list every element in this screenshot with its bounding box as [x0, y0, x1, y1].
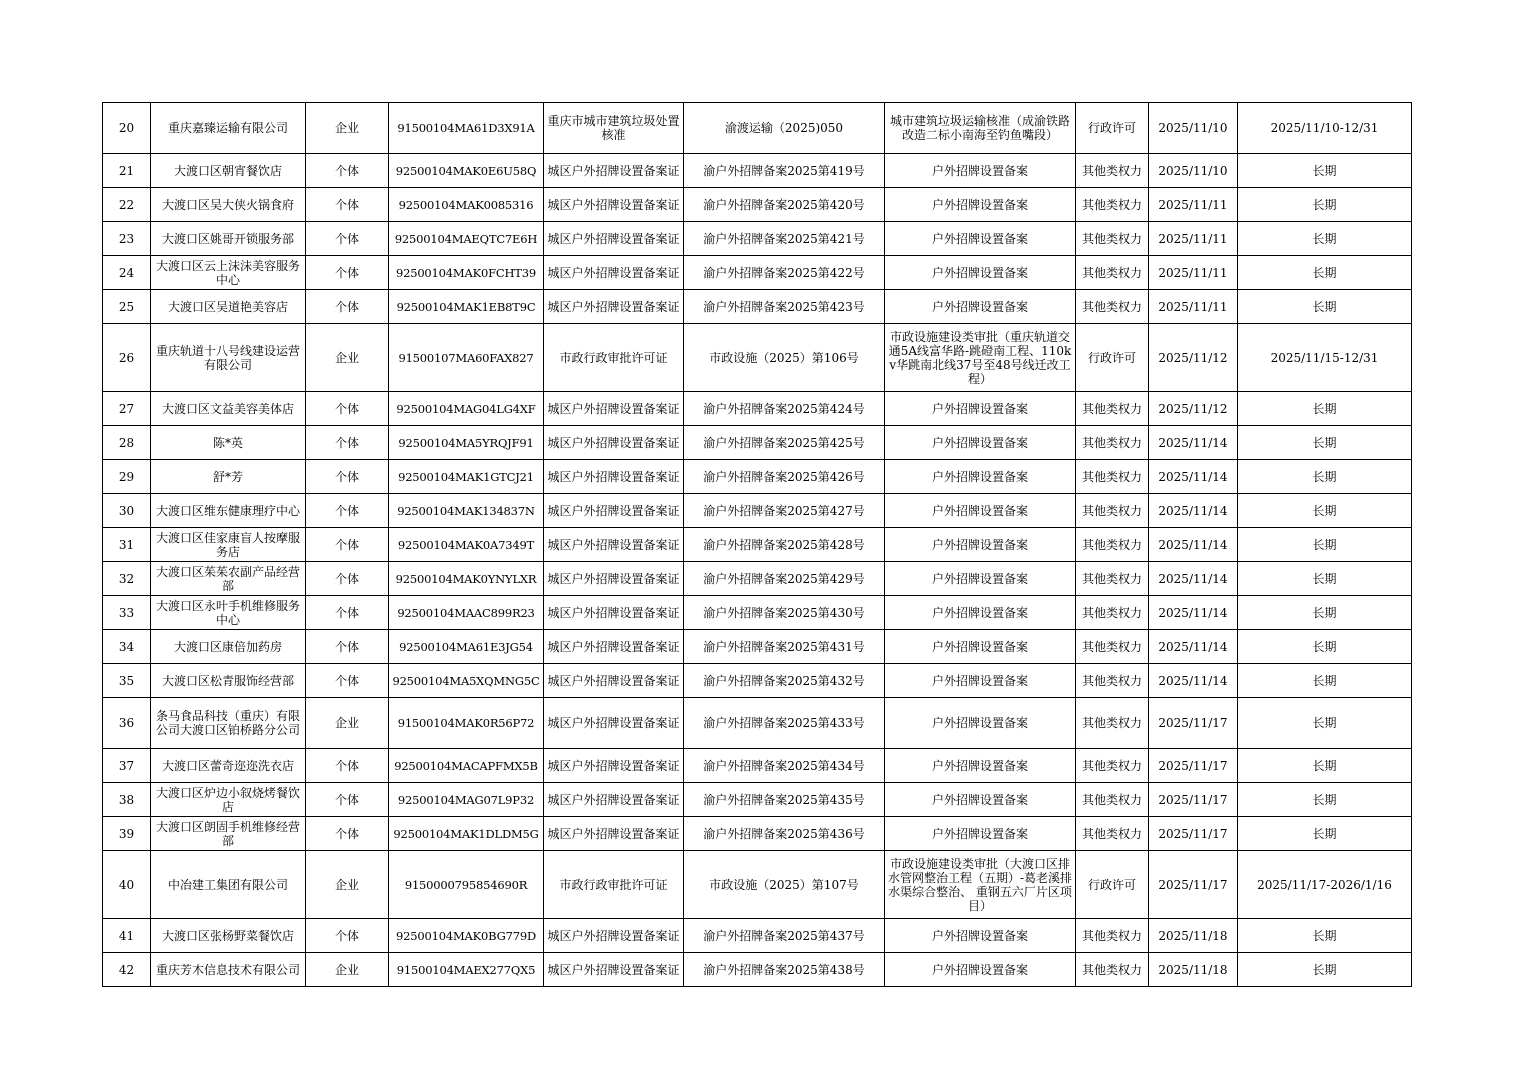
permit-document-cell: 城区户外招牌设置备案证 [544, 188, 684, 222]
entity-name-cell: 大渡口区炉边小叙烧烤餐饮店 [151, 783, 306, 817]
decision-date-cell: 2025/11/14 [1149, 460, 1238, 494]
permit-category-cell: 其他类权力 [1076, 154, 1149, 188]
decision-date-cell: 2025/11/14 [1149, 562, 1238, 596]
credit-code-cell: 91500104MAK0R56P72 [389, 698, 544, 749]
entity-type-cell: 个体 [306, 528, 389, 562]
permit-document-cell: 市政行政审批许可证 [544, 324, 684, 392]
permit-document-cell: 城区户外招牌设置备案证 [544, 596, 684, 630]
table-row [103, 783, 1412, 817]
permit-category-cell: 其他类权力 [1076, 290, 1149, 324]
decision-date-cell: 2025/11/10 [1149, 154, 1238, 188]
permit-content-cell: 市政设施建设类审批（重庆轨道交通5A线富华路-跳磴南工程、110kv华跳南北线37号至48号线迁改工程） [885, 324, 1076, 392]
permit-category-cell: 其他类权力 [1076, 562, 1149, 596]
permit-document-cell: 城区户外招牌设置备案证 [544, 392, 684, 426]
credit-code-cell: 92500104MAK0YNYLXR [389, 562, 544, 596]
table-row [103, 851, 1412, 919]
table-row [103, 528, 1412, 562]
table-row [103, 494, 1412, 528]
entity-name-cell: 舒*芳 [151, 460, 306, 494]
decision-date-cell: 2025/11/11 [1149, 290, 1238, 324]
entity-type-cell: 企业 [306, 103, 389, 154]
row-number-cell: 20 [103, 103, 151, 154]
entity-type-cell: 个体 [306, 188, 389, 222]
credit-code-cell: 92500104MAK0E6U58Q [389, 154, 544, 188]
entity-name-cell: 大渡口区朗固手机维修经营部 [151, 817, 306, 851]
document-number-cell: 渝户外招牌备案2025第426号 [684, 460, 885, 494]
entity-type-cell: 企业 [306, 851, 389, 919]
permit-content-cell: 户外招牌设置备案 [885, 222, 1076, 256]
decision-date-cell: 2025/11/17 [1149, 749, 1238, 783]
entity-type-cell: 企业 [306, 698, 389, 749]
permit-content-cell: 户外招牌设置备案 [885, 562, 1076, 596]
row-number-cell: 28 [103, 426, 151, 460]
entity-name-cell: 大渡口区姚哥开锁服务部 [151, 222, 306, 256]
permit-content-cell: 户外招牌设置备案 [885, 494, 1076, 528]
document-number-cell: 渝户外招牌备案2025第433号 [684, 698, 885, 749]
permit-category-cell: 其他类权力 [1076, 494, 1149, 528]
document-number-cell: 渝渡运输（2025)050 [684, 103, 885, 154]
credit-code-cell: 92500104MACAPFMX5B [389, 749, 544, 783]
row-number-cell: 25 [103, 290, 151, 324]
validity-period-cell: 长期 [1238, 630, 1412, 664]
document-number-cell: 渝户外招牌备案2025第423号 [684, 290, 885, 324]
table-row [103, 188, 1412, 222]
permit-category-cell: 其他类权力 [1076, 528, 1149, 562]
table-row [103, 630, 1412, 664]
permit-category-cell: 行政许可 [1076, 103, 1149, 154]
permit-document-cell: 城区户外招牌设置备案证 [544, 290, 684, 324]
entity-type-cell: 个体 [306, 919, 389, 953]
decision-date-cell: 2025/11/14 [1149, 664, 1238, 698]
table-row [103, 460, 1412, 494]
document-number-cell: 渝户外招牌备案2025第424号 [684, 392, 885, 426]
permit-category-cell: 行政许可 [1076, 324, 1149, 392]
permit-document-cell: 城区户外招牌设置备案证 [544, 154, 684, 188]
validity-period-cell: 2025/11/17-2026/1/16 [1238, 851, 1412, 919]
row-number-cell: 29 [103, 460, 151, 494]
validity-period-cell: 长期 [1238, 817, 1412, 851]
credit-code-cell: 92500104MAK1DLDM5G [389, 817, 544, 851]
document-number-cell: 渝户外招牌备案2025第422号 [684, 256, 885, 290]
validity-period-cell: 长期 [1238, 154, 1412, 188]
credit-code-cell: 92500104MAK0BG779D [389, 919, 544, 953]
permit-content-cell: 户外招牌设置备案 [885, 188, 1076, 222]
validity-period-cell: 长期 [1238, 953, 1412, 987]
row-number-cell: 32 [103, 562, 151, 596]
validity-period-cell: 长期 [1238, 749, 1412, 783]
validity-period-cell: 长期 [1238, 562, 1412, 596]
decision-date-cell: 2025/11/12 [1149, 324, 1238, 392]
document-number-cell: 渝户外招牌备案2025第435号 [684, 783, 885, 817]
validity-period-cell: 长期 [1238, 494, 1412, 528]
decision-date-cell: 2025/11/18 [1149, 919, 1238, 953]
validity-period-cell: 长期 [1238, 222, 1412, 256]
permit-document-cell: 城区户外招牌设置备案证 [544, 222, 684, 256]
row-number-cell: 21 [103, 154, 151, 188]
entity-name-cell: 大渡口区云上沫沫美容服务中心 [151, 256, 306, 290]
table-row [103, 698, 1412, 749]
document-number-cell: 市政设施（2025）第106号 [684, 324, 885, 392]
document-number-cell: 渝户外招牌备案2025第434号 [684, 749, 885, 783]
entity-type-cell: 个体 [306, 256, 389, 290]
decision-date-cell: 2025/11/11 [1149, 222, 1238, 256]
credit-code-cell: 92500104MAK0085316 [389, 188, 544, 222]
entity-type-cell: 个体 [306, 562, 389, 596]
permit-category-cell: 其他类权力 [1076, 749, 1149, 783]
entity-name-cell: 重庆芳木信息技术有限公司 [151, 953, 306, 987]
table-row [103, 222, 1412, 256]
table-row [103, 664, 1412, 698]
permit-category-cell: 其他类权力 [1076, 256, 1149, 290]
decision-date-cell: 2025/11/11 [1149, 188, 1238, 222]
row-number-cell: 34 [103, 630, 151, 664]
permit-document-cell: 城区户外招牌设置备案证 [544, 256, 684, 290]
entity-name-cell: 条马食品科技（重庆）有限公司大渡口区铂桥路分公司 [151, 698, 306, 749]
entity-name-cell: 大渡口区吴道艳美容店 [151, 290, 306, 324]
permit-table [102, 102, 1412, 987]
credit-code-cell: 91500107MA60FAX827 [389, 324, 544, 392]
permit-document-cell: 城区户外招牌设置备案证 [544, 494, 684, 528]
validity-period-cell: 长期 [1238, 664, 1412, 698]
row-number-cell: 30 [103, 494, 151, 528]
credit-code-cell: 92500104MAEQTC7E6H [389, 222, 544, 256]
table-row [103, 256, 1412, 290]
document-number-cell: 渝户外招牌备案2025第432号 [684, 664, 885, 698]
permit-category-cell: 其他类权力 [1076, 460, 1149, 494]
validity-period-cell: 长期 [1238, 290, 1412, 324]
table-body [103, 103, 1412, 987]
permit-document-cell: 城区户外招牌设置备案证 [544, 528, 684, 562]
decision-date-cell: 2025/11/17 [1149, 817, 1238, 851]
table-row [103, 426, 1412, 460]
permit-category-cell: 行政许可 [1076, 851, 1149, 919]
permit-category-cell: 其他类权力 [1076, 222, 1149, 256]
entity-type-cell: 个体 [306, 664, 389, 698]
permit-category-cell: 其他类权力 [1076, 392, 1149, 426]
row-number-cell: 36 [103, 698, 151, 749]
permit-document-cell: 重庆市城市建筑垃圾处置核准 [544, 103, 684, 154]
entity-name-cell: 大渡口区张杨野菜餐饮店 [151, 919, 306, 953]
document-number-cell: 渝户外招牌备案2025第420号 [684, 188, 885, 222]
document-number-cell: 渝户外招牌备案2025第436号 [684, 817, 885, 851]
permit-content-cell: 户外招牌设置备案 [885, 596, 1076, 630]
credit-code-cell: 91500104MAEX277QX5 [389, 953, 544, 987]
validity-period-cell: 长期 [1238, 392, 1412, 426]
entity-name-cell: 大渡口区文益美容美体店 [151, 392, 306, 426]
credit-code-cell: 92500104MAK0FCHT39 [389, 256, 544, 290]
permit-document-cell: 城区户外招牌设置备案证 [544, 749, 684, 783]
credit-code-cell: 92500104MAK1EB8T9C [389, 290, 544, 324]
row-number-cell: 39 [103, 817, 151, 851]
entity-type-cell: 个体 [306, 783, 389, 817]
row-number-cell: 27 [103, 392, 151, 426]
decision-date-cell: 2025/11/14 [1149, 494, 1238, 528]
validity-period-cell: 长期 [1238, 698, 1412, 749]
row-number-cell: 37 [103, 749, 151, 783]
table-row [103, 324, 1412, 392]
entity-type-cell: 个体 [306, 290, 389, 324]
entity-type-cell: 个体 [306, 494, 389, 528]
validity-period-cell: 长期 [1238, 596, 1412, 630]
decision-date-cell: 2025/11/10 [1149, 103, 1238, 154]
permit-category-cell: 其他类权力 [1076, 919, 1149, 953]
entity-name-cell: 大渡口区松青服饰经营部 [151, 664, 306, 698]
entity-name-cell: 陈*英 [151, 426, 306, 460]
permit-content-cell: 户外招牌设置备案 [885, 528, 1076, 562]
table-row [103, 953, 1412, 987]
table-row [103, 749, 1412, 783]
table-row [103, 817, 1412, 851]
decision-date-cell: 2025/11/14 [1149, 528, 1238, 562]
validity-period-cell: 长期 [1238, 460, 1412, 494]
table-row [103, 919, 1412, 953]
permit-content-cell: 户外招牌设置备案 [885, 817, 1076, 851]
row-number-cell: 26 [103, 324, 151, 392]
entity-type-cell: 个体 [306, 749, 389, 783]
permit-content-cell: 户外招牌设置备案 [885, 290, 1076, 324]
permit-content-cell: 户外招牌设置备案 [885, 783, 1076, 817]
table-row [103, 392, 1412, 426]
permit-category-cell: 其他类权力 [1076, 630, 1149, 664]
permit-content-cell: 户外招牌设置备案 [885, 749, 1076, 783]
permit-document-cell: 城区户外招牌设置备案证 [544, 460, 684, 494]
permit-content-cell: 户外招牌设置备案 [885, 256, 1076, 290]
row-number-cell: 33 [103, 596, 151, 630]
entity-type-cell: 企业 [306, 953, 389, 987]
row-number-cell: 41 [103, 919, 151, 953]
credit-code-cell: 92500104MA61E3JG54 [389, 630, 544, 664]
row-number-cell: 35 [103, 664, 151, 698]
permit-document-cell: 城区户外招牌设置备案证 [544, 630, 684, 664]
entity-type-cell: 个体 [306, 154, 389, 188]
entity-type-cell: 企业 [306, 324, 389, 392]
decision-date-cell: 2025/11/17 [1149, 851, 1238, 919]
decision-date-cell: 2025/11/18 [1149, 953, 1238, 987]
row-number-cell: 23 [103, 222, 151, 256]
entity-name-cell: 大渡口区康倍加药房 [151, 630, 306, 664]
permit-content-cell: 户外招牌设置备案 [885, 953, 1076, 987]
permit-document-cell: 城区户外招牌设置备案证 [544, 562, 684, 596]
permit-content-cell: 城市建筑垃圾运输核准（成渝铁路改造二标小南海至钓鱼嘴段） [885, 103, 1076, 154]
entity-type-cell: 个体 [306, 426, 389, 460]
permit-document-cell: 城区户外招牌设置备案证 [544, 817, 684, 851]
permit-category-cell: 其他类权力 [1076, 188, 1149, 222]
permit-content-cell: 户外招牌设置备案 [885, 698, 1076, 749]
validity-period-cell: 长期 [1238, 919, 1412, 953]
document-number-cell: 渝户外招牌备案2025第429号 [684, 562, 885, 596]
permit-category-cell: 其他类权力 [1076, 953, 1149, 987]
validity-period-cell: 2025/11/10-12/31 [1238, 103, 1412, 154]
permit-category-cell: 其他类权力 [1076, 664, 1149, 698]
permit-content-cell: 户外招牌设置备案 [885, 154, 1076, 188]
permit-content-cell: 户外招牌设置备案 [885, 919, 1076, 953]
entity-name-cell: 大渡口区佳家康盲人按摩服务店 [151, 528, 306, 562]
entity-name-cell: 大渡口区朝宵餐饮店 [151, 154, 306, 188]
document-number-cell: 渝户外招牌备案2025第437号 [684, 919, 885, 953]
row-number-cell: 42 [103, 953, 151, 987]
decision-date-cell: 2025/11/11 [1149, 256, 1238, 290]
validity-period-cell: 长期 [1238, 426, 1412, 460]
credit-code-cell: 92500104MA5YRQJF91 [389, 426, 544, 460]
row-number-cell: 24 [103, 256, 151, 290]
row-number-cell: 22 [103, 188, 151, 222]
validity-period-cell: 长期 [1238, 188, 1412, 222]
table-row [103, 154, 1412, 188]
credit-code-cell: 91500104MA61D3X91A [389, 103, 544, 154]
document-number-cell: 渝户外招牌备案2025第431号 [684, 630, 885, 664]
credit-code-cell: 92500104MA5XQMNG5C [389, 664, 544, 698]
entity-type-cell: 个体 [306, 817, 389, 851]
entity-name-cell: 大渡口区蕾奇迩迩洗衣店 [151, 749, 306, 783]
permit-content-cell: 户外招牌设置备案 [885, 392, 1076, 426]
row-number-cell: 40 [103, 851, 151, 919]
document-number-cell: 渝户外招牌备案2025第425号 [684, 426, 885, 460]
permit-content-cell: 户外招牌设置备案 [885, 460, 1076, 494]
permit-content-cell: 户外招牌设置备案 [885, 630, 1076, 664]
entity-name-cell: 中冶建工集团有限公司 [151, 851, 306, 919]
permit-content-cell: 市政设施建设类审批（大渡口区排水管网整治工程（五期）-葛老溪排水渠综合整治、 重钢五六厂片区项目） [885, 851, 1076, 919]
permit-document-cell: 城区户外招牌设置备案证 [544, 953, 684, 987]
permit-document-cell: 市政行政审批许可证 [544, 851, 684, 919]
entity-name-cell: 大渡口区永叶手机维修服务中心 [151, 596, 306, 630]
row-number-cell: 31 [103, 528, 151, 562]
entity-name-cell: 大渡口区茱茱农副产品经营部 [151, 562, 306, 596]
decision-date-cell: 2025/11/17 [1149, 783, 1238, 817]
decision-date-cell: 2025/11/12 [1149, 392, 1238, 426]
permit-document-cell: 城区户外招牌设置备案证 [544, 783, 684, 817]
credit-code-cell: 92500104MAG04LG4XF [389, 392, 544, 426]
permit-document-cell: 城区户外招牌设置备案证 [544, 698, 684, 749]
validity-period-cell: 长期 [1238, 528, 1412, 562]
decision-date-cell: 2025/11/14 [1149, 630, 1238, 664]
credit-code-cell: 92500104MAG07L9P32 [389, 783, 544, 817]
row-number-cell: 38 [103, 783, 151, 817]
document-number-cell: 渝户外招牌备案2025第419号 [684, 154, 885, 188]
permit-document-cell: 城区户外招牌设置备案证 [544, 426, 684, 460]
credit-code-cell: 9150000795854690R [389, 851, 544, 919]
entity-name-cell: 重庆嘉臻运输有限公司 [151, 103, 306, 154]
validity-period-cell: 长期 [1238, 783, 1412, 817]
document-number-cell: 市政设施（2025）第107号 [684, 851, 885, 919]
credit-code-cell: 92500104MAK134837N [389, 494, 544, 528]
document-number-cell: 渝户外招牌备案2025第430号 [684, 596, 885, 630]
permit-category-cell: 其他类权力 [1076, 817, 1149, 851]
table-row [103, 596, 1412, 630]
table-row [103, 562, 1412, 596]
entity-name-cell: 重庆轨道十八号线建设运营有限公司 [151, 324, 306, 392]
decision-date-cell: 2025/11/14 [1149, 426, 1238, 460]
document-number-cell: 渝户外招牌备案2025第438号 [684, 953, 885, 987]
credit-code-cell: 92500104MAK0A7349T [389, 528, 544, 562]
validity-period-cell: 2025/11/15-12/31 [1238, 324, 1412, 392]
permit-document-cell: 城区户外招牌设置备案证 [544, 664, 684, 698]
entity-type-cell: 个体 [306, 460, 389, 494]
document-number-cell: 渝户外招牌备案2025第421号 [684, 222, 885, 256]
validity-period-cell: 长期 [1238, 256, 1412, 290]
permit-content-cell: 户外招牌设置备案 [885, 426, 1076, 460]
entity-type-cell: 个体 [306, 392, 389, 426]
credit-code-cell: 92500104MAK1GTCJ21 [389, 460, 544, 494]
document-number-cell: 渝户外招牌备案2025第427号 [684, 494, 885, 528]
permit-content-cell: 户外招牌设置备案 [885, 664, 1076, 698]
permit-document-cell: 城区户外招牌设置备案证 [544, 919, 684, 953]
permit-category-cell: 其他类权力 [1076, 698, 1149, 749]
permit-category-cell: 其他类权力 [1076, 426, 1149, 460]
permit-category-cell: 其他类权力 [1076, 783, 1149, 817]
credit-code-cell: 92500104MAAC899R23 [389, 596, 544, 630]
permit-category-cell: 其他类权力 [1076, 596, 1149, 630]
table-row [103, 103, 1412, 154]
entity-type-cell: 个体 [306, 630, 389, 664]
entity-type-cell: 个体 [306, 222, 389, 256]
decision-date-cell: 2025/11/17 [1149, 698, 1238, 749]
entity-type-cell: 个体 [306, 596, 389, 630]
decision-date-cell: 2025/11/14 [1149, 596, 1238, 630]
table-row [103, 290, 1412, 324]
entity-name-cell: 大渡口区吴大侠火锅食府 [151, 188, 306, 222]
document-number-cell: 渝户外招牌备案2025第428号 [684, 528, 885, 562]
entity-name-cell: 大渡口区维东健康理疗中心 [151, 494, 306, 528]
